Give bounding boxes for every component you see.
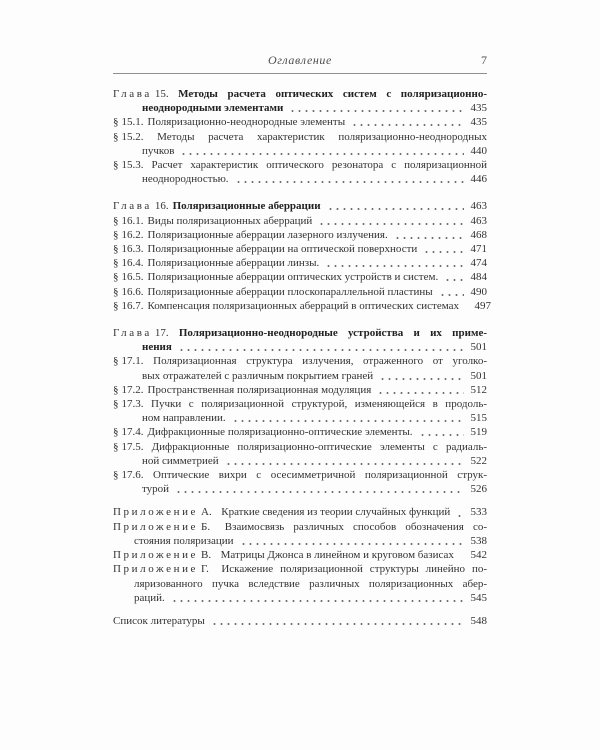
entry-label-number: 17.1. [121, 355, 144, 368]
toc-entry [113, 440, 487, 468]
dot-leader [239, 534, 464, 548]
entry-label-word: § [113, 130, 119, 143]
entry-label-number: Г. [201, 563, 215, 576]
entry-label-number: Б. [201, 520, 216, 533]
dot-leader [459, 548, 464, 562]
entry-page-number: 548 [470, 614, 487, 627]
dot-leader [231, 411, 464, 425]
entry-text: пучков [142, 144, 175, 157]
entry-label [113, 441, 144, 453]
toc-line [113, 425, 487, 439]
toc-entry [113, 468, 487, 496]
table-of-contents [113, 87, 491, 628]
dot-leader [174, 482, 464, 496]
entry-label-number: 15.2. [121, 130, 144, 143]
toc-entry [113, 326, 487, 354]
dot-leader [317, 214, 464, 228]
entry-label [113, 355, 144, 367]
entry-page-number: 526 [470, 483, 487, 496]
toc-line [113, 520, 487, 534]
toc-line [113, 468, 487, 482]
dot-leader [455, 505, 464, 519]
entry-label-number: 17.2. [121, 383, 144, 396]
entry-text: Взаимосвязь различных способов обозначения со- [224, 520, 488, 533]
toc-entry [113, 425, 487, 439]
dot-leader [350, 115, 464, 129]
toc-entry [113, 397, 487, 425]
dot-leader [378, 369, 464, 383]
entry-label [113, 398, 144, 410]
entry-text: Список литературы [113, 614, 205, 627]
toc-line [113, 326, 487, 340]
entry-label-number: 17.4. [121, 426, 144, 439]
entry-page-number: 435 [470, 116, 487, 129]
entry-label-word: § [113, 440, 119, 453]
entry-label [113, 469, 144, 481]
entry-text: Поляризационные аберрации плоскопараллельной пластины [147, 285, 433, 298]
entry-label-word: § [113, 398, 119, 411]
entry-page-number: 440 [470, 144, 487, 157]
entry-text: турой [142, 483, 170, 496]
entry-page-number: 446 [470, 173, 487, 186]
entry-label [113, 228, 144, 242]
toc-line [113, 577, 487, 591]
dot-leader [324, 256, 464, 270]
toc-line [113, 505, 487, 519]
entry-label-word: § [113, 271, 119, 284]
entry-label-word: § [113, 214, 119, 227]
toc-line [113, 440, 487, 454]
entry-page-number: 490 [470, 285, 487, 298]
entry-text: Методы расчета оптических систем с поляризационно- [178, 88, 487, 100]
entry-label [113, 425, 144, 439]
entry-page-number: 542 [470, 549, 487, 562]
entry-label-number: 16.3. [121, 243, 144, 256]
entry-text: вых отражателей с различным покрытием граней [142, 369, 374, 382]
entry-page-number: 538 [470, 534, 487, 547]
toc-entry [113, 354, 487, 382]
entry-label-number: 16. [154, 200, 169, 213]
entry-text: Поляризационные аберрации на оптической поверхности [147, 243, 418, 256]
toc-line [113, 199, 487, 213]
toc-line [113, 397, 487, 411]
dot-leader [288, 101, 464, 115]
toc-entry [113, 505, 487, 519]
toc-line [113, 285, 487, 299]
toc-entry [113, 256, 487, 270]
entry-label [113, 521, 216, 533]
entry-label [113, 270, 144, 284]
entry-label-number: 16.5. [121, 271, 144, 284]
entry-text: Искажение поляризационной структуры линейно по- [221, 563, 487, 576]
toc-line [113, 548, 487, 562]
dot-leader [418, 425, 464, 439]
entry-text: ляризованного пучка вследствие различных поляризационных абер- [134, 577, 487, 590]
entry-label-word: § [113, 426, 119, 439]
entry-label-word: § [113, 469, 119, 482]
entry-text: Пространственная поляризационная модуляция [147, 383, 372, 396]
toc-line [113, 354, 487, 368]
toc-entry [113, 548, 487, 562]
toc-line [113, 87, 487, 101]
entry-label-number: 16.6. [121, 285, 144, 298]
entry-text: неоднородными элементами [142, 102, 284, 115]
entry-label-word: Глава [113, 88, 152, 100]
dot-leader [422, 242, 464, 256]
entry-text: Пучки с поляризационной структурой, изменяющейся в продоль- [151, 398, 488, 411]
toc-line [113, 411, 487, 425]
running-head [113, 54, 487, 74]
entry-text: Методы расчета характеристик поляризационно-неоднородных [157, 130, 487, 143]
toc-line [113, 144, 487, 158]
entry-text: Поляризационные аберрации линзы. [147, 257, 320, 270]
entry-label-word: § [113, 116, 119, 129]
entry-page-number: 435 [470, 102, 487, 115]
entry-text: ной симметрией [142, 454, 219, 467]
entry-label-number: 16.2. [121, 228, 144, 241]
entry-text: ном направлении. [142, 412, 226, 425]
entry-label [113, 214, 144, 228]
entry-label-number: 17.5. [121, 440, 144, 453]
entry-label-number: 15.1. [121, 116, 144, 129]
entry-label [113, 548, 217, 562]
entry-text: Матрицы Джонса в линейном и круговом базисах [220, 549, 454, 562]
dot-leader [210, 614, 464, 628]
entry-label-word: Приложение [113, 520, 199, 533]
entry-text: Виды поляризационных аберраций [147, 214, 313, 227]
entry-text: Поляризационные аберрации [172, 200, 321, 213]
entry-text: стояния поляризации [134, 534, 234, 547]
entry-label-word: § [113, 228, 119, 241]
running-title: Оглавление [268, 53, 332, 67]
toc-line [113, 256, 487, 270]
toc-line [113, 383, 487, 397]
entry-page-number: 512 [470, 383, 487, 396]
entry-label [113, 131, 144, 143]
dot-leader [438, 285, 464, 299]
entry-label-word: § [113, 257, 119, 270]
entry-text: Краткие сведения из теории случайных функций [221, 506, 451, 519]
entry-label-word: § [113, 285, 119, 298]
toc-line [113, 101, 487, 115]
entry-text: нения [142, 341, 172, 354]
entry-label-number: В. [201, 549, 217, 562]
toc-line [113, 591, 487, 605]
entry-page-number: 468 [470, 228, 487, 241]
entry-label [113, 383, 144, 397]
entry-label-word: § [113, 383, 119, 396]
toc-entry [113, 130, 487, 158]
entry-text: Дифракционные поляризационно-оптические элементы. [147, 426, 413, 439]
entry-label-word: Приложение [113, 506, 199, 519]
toc-line [113, 614, 487, 628]
entry-page-number: 533 [470, 506, 487, 519]
dot-leader [234, 172, 464, 186]
toc-line [113, 369, 487, 383]
toc-entry [113, 383, 487, 397]
entry-label-number: 17.3. [121, 398, 144, 411]
entry-label-word: Приложение [113, 549, 199, 562]
toc-entry [113, 158, 487, 186]
entry-label [113, 285, 144, 299]
toc-line [113, 270, 487, 284]
toc-entry [113, 285, 487, 299]
toc-line [113, 482, 487, 496]
entry-page-number: 519 [470, 426, 487, 439]
dot-leader [170, 591, 464, 605]
entry-label [113, 199, 169, 213]
entry-label-number: 17.6. [121, 469, 144, 482]
entry-label-number: 16.1. [121, 214, 144, 227]
entry-text: Поляризационно-неоднородные устройства и их приме- [178, 327, 487, 340]
entry-page-number: 484 [470, 271, 487, 284]
entry-page-number: 515 [470, 412, 487, 425]
entry-text: раций. [134, 591, 165, 604]
dot-leader [464, 299, 468, 313]
entry-label-word: § [113, 355, 119, 368]
page-number: 7 [481, 53, 487, 67]
entry-label-number: 16.4. [121, 257, 144, 270]
dot-leader [326, 199, 464, 213]
toc-line [113, 299, 491, 313]
toc-entry [113, 87, 487, 115]
entry-page-number: 545 [470, 591, 487, 604]
dot-leader [177, 340, 464, 354]
toc-line [113, 228, 487, 242]
entry-label-word: § [113, 159, 119, 172]
toc-entry [113, 199, 487, 213]
entry-label [113, 256, 144, 270]
dot-leader [443, 270, 464, 284]
entry-text: Поляризационная структура излучения, отраженного от уголко- [153, 355, 488, 368]
toc-line [113, 534, 487, 548]
entry-page-number: 471 [470, 243, 487, 256]
toc-entry [113, 270, 487, 284]
entry-label [113, 299, 144, 313]
entry-label-number: 17. [154, 327, 169, 340]
entry-text: Компенсация поляризационных аберраций в оптических системах [147, 299, 459, 312]
entry-page-number: 463 [470, 214, 487, 227]
entry-label [113, 159, 144, 171]
entry-label-number: 15.3. [121, 159, 144, 172]
toc-line [113, 454, 487, 468]
toc-entry [113, 214, 487, 228]
entry-text: неоднородностью. [142, 173, 229, 186]
toc-line [113, 562, 487, 576]
entry-label-word: Глава [113, 327, 152, 340]
entry-page-number: 501 [470, 369, 487, 382]
entry-page-number: 501 [470, 341, 487, 354]
entry-text: Расчет характеристик оптического резонатора с поляризационной [151, 159, 488, 172]
entry-page-number: 474 [470, 257, 487, 270]
entry-label [113, 505, 217, 519]
entry-text: Поляризационно-неоднородные элементы [147, 116, 346, 129]
toc-line [113, 214, 487, 228]
toc-line [113, 158, 487, 172]
entry-label [113, 242, 144, 256]
entry-text: Поляризационные аберрации лазерного излучения. [147, 228, 388, 241]
toc-entry [113, 614, 487, 628]
entry-label-number: А. [201, 506, 218, 519]
entry-text: Дифракционные поляризационно-оптические элементы с радиаль- [151, 440, 487, 453]
toc-entry [113, 520, 487, 548]
toc-line [113, 242, 487, 256]
entry-text: Поляризационные аберрации оптических устройств и систем. [147, 271, 439, 284]
toc-entry [113, 299, 491, 313]
dot-leader [224, 454, 464, 468]
entry-label-word: § [113, 299, 119, 312]
entry-label-word: Приложение [113, 563, 199, 576]
entry-page-number: 522 [470, 454, 487, 467]
entry-label [113, 327, 169, 339]
entry-label-number: 15. [154, 88, 169, 100]
dot-leader [393, 228, 464, 242]
entry-label [113, 88, 169, 100]
toc-entry [113, 562, 487, 605]
dot-leader [376, 383, 464, 397]
toc-entry [113, 115, 487, 129]
toc-entry [113, 242, 487, 256]
entry-label-word: Глава [113, 200, 152, 213]
entry-label [113, 563, 214, 575]
entry-page-number: 497 [474, 299, 491, 312]
dot-leader [179, 144, 464, 158]
entry-label [113, 115, 144, 129]
entry-page-number: 463 [470, 200, 487, 213]
entry-label-number: 16.7. [121, 299, 144, 312]
toc-line [113, 340, 487, 354]
entry-text: Оптические вихри с осесимметричной поляризационной струк- [153, 469, 487, 482]
toc-line [113, 115, 487, 129]
toc-line [113, 130, 487, 144]
entry-label-word: § [113, 243, 119, 256]
toc-entry [113, 228, 487, 242]
toc-line [113, 172, 487, 186]
